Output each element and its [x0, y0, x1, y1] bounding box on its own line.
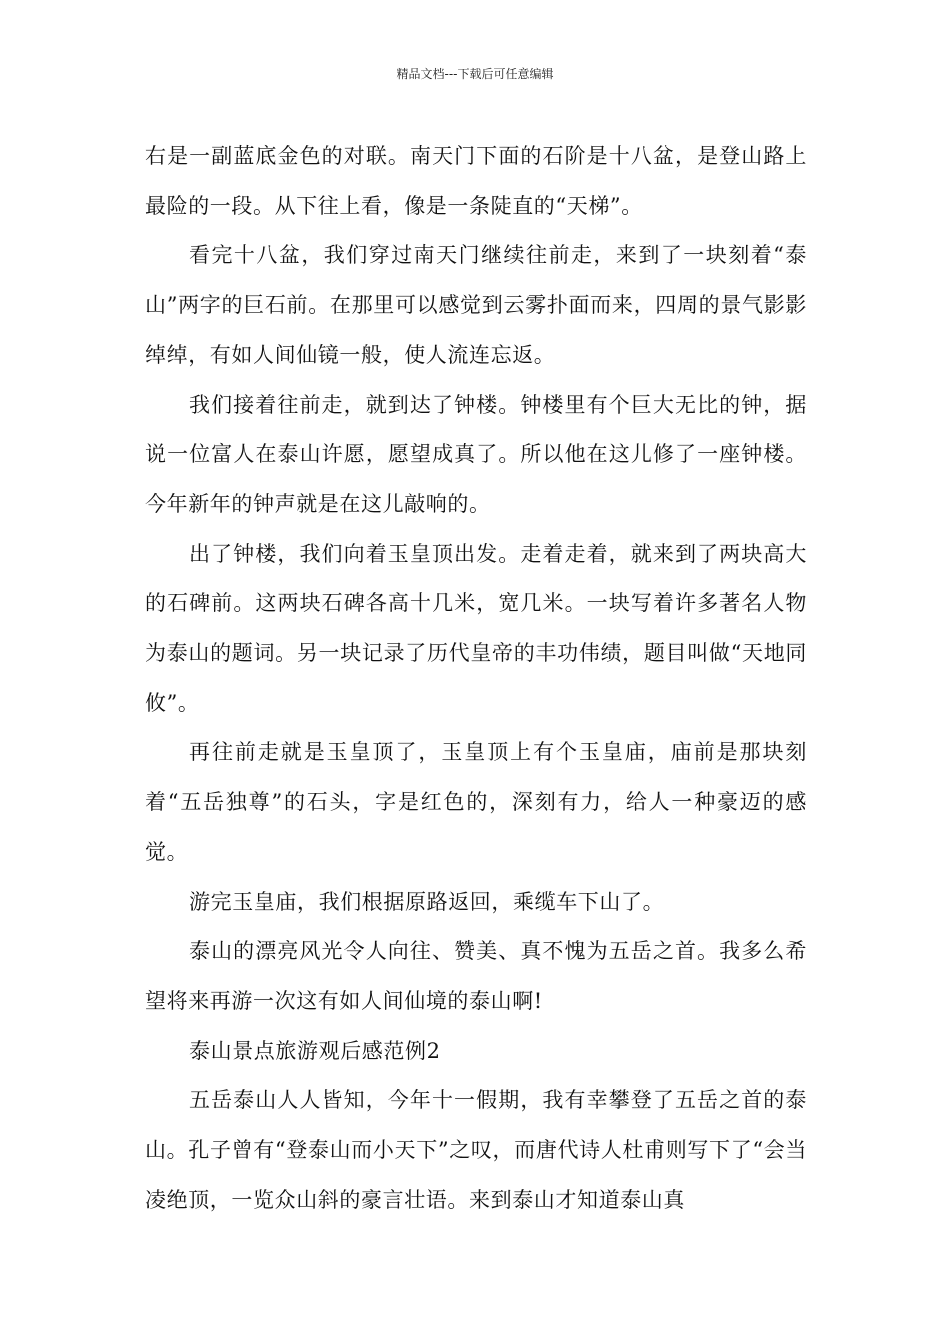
paragraph-1: 右是一副蓝底金色的对联。南天门下面的石阶是十八盆，是登山路上最险的一段。从下往上看，像是一条陡直的“天梯”。 [145, 144, 807, 218]
paragraph-5: 再往前走就是玉皇顶了，玉皇顶上有个玉皇庙，庙前是那块刻着“五岳独尊”的石头，字是红色的，深刻有力，给人一种豪迈的感觉。 [145, 740, 807, 864]
paragraph-2: 看完十八盆，我们穿过南天门继续往前走，来到了一块刻着“泰山”两字的巨石前。在那里可以感觉到云雾扑面而来，四周的景气影影绰绰，有如人间仙镜一般，使人流连忘返。 [145, 243, 807, 367]
paragraph-8: 五岳泰山人人皆知，今年十一假期，我有幸攀登了五岳之首的泰山。孔子曾有“登泰山而小天下”之叹，而唐代诗人杜甫则写下了“会当凌绝顶，一览众山斜的豪言壮语。来到泰山才知道泰山真 [145, 1088, 807, 1212]
paragraph-3: 我们接着往前走，就到达了钟楼。钟楼里有个巨大无比的钟，据说一位富人在泰山许愿，愿望成真了。所以他在这儿修了一座钟楼。今年新年的钟声就是在这儿敲响的。 [145, 392, 807, 516]
page-header: 精品文档---下载后可任意编辑 [396, 67, 554, 81]
paragraph-7: 泰山的漂亮风光令人向往、赞美、真不愧为五岳之首。我多么希望将来再游一次这有如人间仙境的泰山啊! [145, 939, 807, 1013]
section-heading: 泰山景点旅游观后感范例2 [189, 1038, 441, 1063]
paragraph-6: 游完玉皇庙，我们根据原路返回，乘缆车下山了。 [189, 889, 665, 914]
paragraph-4: 出了钟楼，我们向着玉皇顶出发。走着走着，就来到了两块高大的石碑前。这两块石碑各高十几米，宽几米。一块写着许多著名人物为泰山的题词。另一块记录了历代皇帝的丰功伟绩，题目叫做“天地同攸”。 [145, 541, 807, 715]
document-body [145, 132, 807, 1225]
